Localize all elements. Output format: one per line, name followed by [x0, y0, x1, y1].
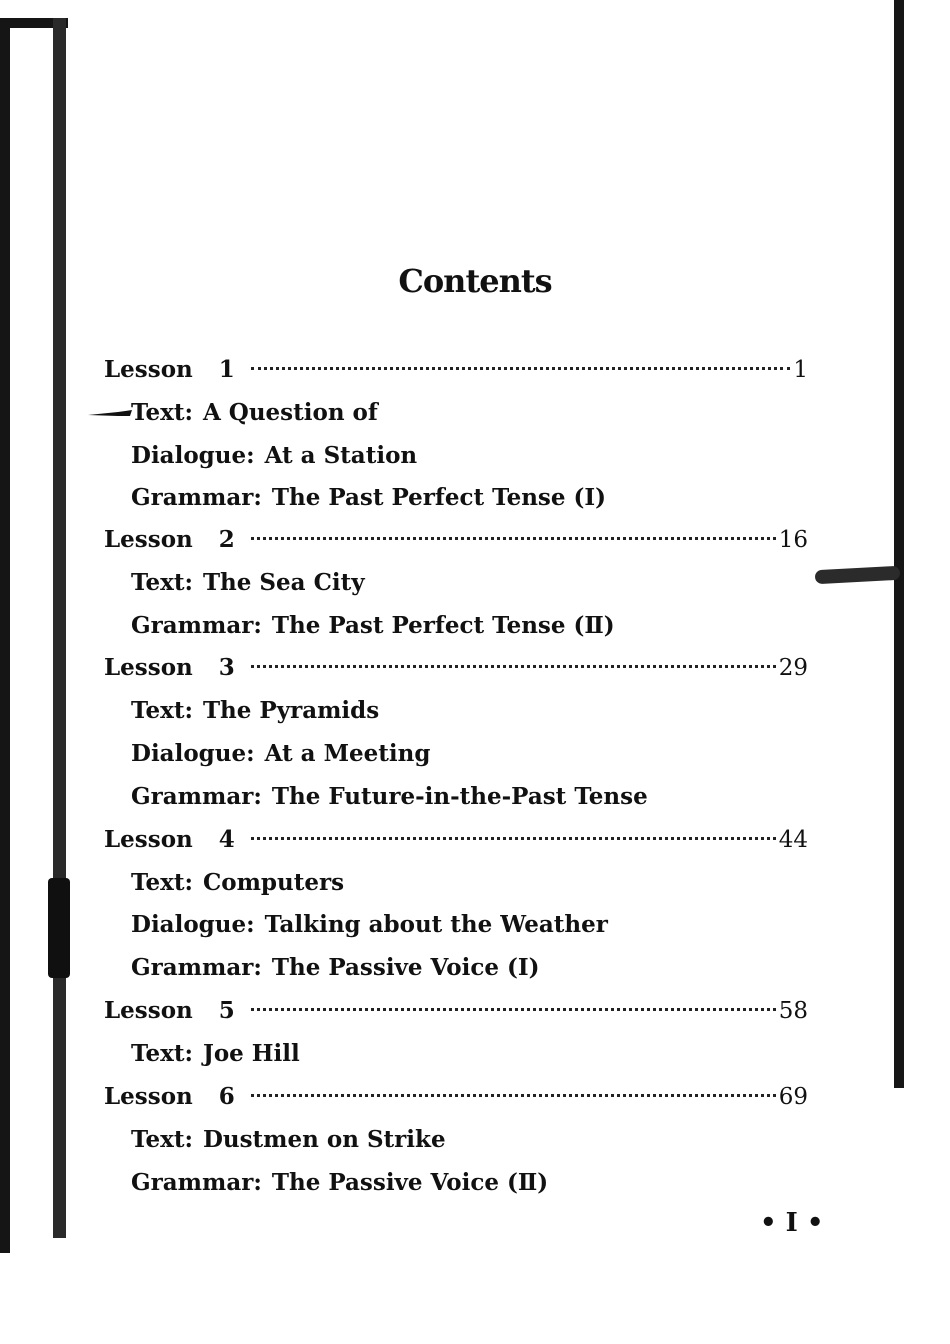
toc-entry[interactable] — [104, 1163, 835, 1203]
lesson-label: Lesson — [104, 526, 193, 553]
toc-entry[interactable] — [104, 905, 835, 945]
leader-dots — [251, 665, 776, 668]
page-number: 69 — [778, 1084, 808, 1110]
entry-title: The Sea City — [202, 569, 365, 596]
lesson-label: Lesson — [104, 1083, 193, 1110]
entry-title: Joe Hill — [202, 1040, 300, 1067]
toc-entry[interactable] — [104, 777, 835, 817]
entry-kind: Dialogue: — [131, 740, 255, 767]
entry-title: The Passive Voice (Ⅱ) — [271, 1169, 549, 1196]
toc-entry[interactable] — [104, 1120, 835, 1160]
lesson-number: 6 — [218, 1083, 235, 1110]
toc-entry[interactable] — [104, 691, 835, 731]
entry-title: Talking about the Weather — [264, 911, 608, 938]
toc-entry[interactable] — [104, 563, 835, 603]
entry-title: The Past Perfect Tense (I) — [271, 484, 607, 511]
leader-dots — [251, 837, 776, 840]
page-number: 29 — [778, 655, 808, 681]
toc-lesson-1[interactable] — [104, 350, 808, 390]
page-title: Contents — [398, 262, 552, 300]
entry-kind: Grammar: — [131, 612, 262, 639]
page-number: 1 — [793, 357, 808, 383]
entry-title: At a Station — [264, 442, 418, 469]
lesson-label: Lesson — [104, 654, 193, 681]
toc-entry[interactable] — [104, 734, 835, 774]
toc-entry[interactable] — [104, 948, 835, 988]
entry-title: The Future-in-the-Past Tense — [271, 783, 648, 810]
entry-kind: Dialogue: — [131, 911, 255, 938]
toc-lesson-5[interactable] — [104, 991, 808, 1031]
leader-dots — [251, 1008, 776, 1011]
lesson-number: 5 — [218, 997, 235, 1024]
toc-lesson-6[interactable] — [104, 1077, 808, 1117]
entry-title: Dustmen on Strike — [202, 1126, 446, 1153]
lesson-label: Lesson — [104, 997, 193, 1024]
lesson-label: Lesson — [104, 356, 193, 383]
page-number: 44 — [778, 827, 808, 853]
toc-entry[interactable] — [104, 863, 835, 903]
page-number: 16 — [778, 527, 808, 553]
entry-kind: Text: — [131, 399, 193, 426]
toc-entry[interactable] — [104, 436, 835, 476]
entry-kind: Grammar: — [131, 954, 262, 981]
entry-kind: Text: — [131, 869, 193, 896]
page-number: 58 — [778, 998, 808, 1024]
entry-kind: Text: — [131, 1126, 193, 1153]
toc-entry[interactable] — [104, 393, 835, 433]
lesson-number: 1 — [218, 356, 235, 383]
toc-lesson-4[interactable] — [104, 820, 808, 860]
leader-dots — [251, 537, 776, 540]
leader-dots — [251, 367, 791, 370]
entry-title: Computers — [202, 869, 345, 896]
entry-kind: Grammar: — [131, 1169, 262, 1196]
toc-lesson-2[interactable] — [104, 520, 808, 560]
entry-title: The Pyramids — [202, 697, 380, 724]
binding-edge — [0, 18, 68, 1253]
lesson-label: Lesson — [104, 826, 193, 853]
entry-kind: Grammar: — [131, 484, 262, 511]
toc-lesson-3[interactable] — [104, 648, 808, 688]
lesson-number: 3 — [218, 654, 235, 681]
toc-entry[interactable] — [104, 478, 835, 518]
entry-title: A Question of — [202, 399, 378, 426]
entry-title: At a Meeting — [264, 740, 431, 767]
scan-edge — [894, 0, 904, 1088]
entry-kind: Dialogue: — [131, 442, 255, 469]
toc-entry[interactable] — [104, 1034, 835, 1074]
entry-kind: Grammar: — [131, 783, 262, 810]
toc-entry[interactable] — [104, 606, 835, 646]
lesson-number: 2 — [218, 526, 235, 553]
lesson-number: 4 — [218, 826, 235, 853]
entry-title: The Past Perfect Tense (Ⅱ) — [271, 612, 615, 639]
entry-kind: Text: — [131, 697, 193, 724]
entry-title: The Passive Voice (I) — [271, 954, 540, 981]
leader-dots — [251, 1094, 776, 1097]
entry-kind: Text: — [131, 569, 193, 596]
page-folio: • I • — [760, 1208, 824, 1238]
entry-kind: Text: — [131, 1040, 193, 1067]
